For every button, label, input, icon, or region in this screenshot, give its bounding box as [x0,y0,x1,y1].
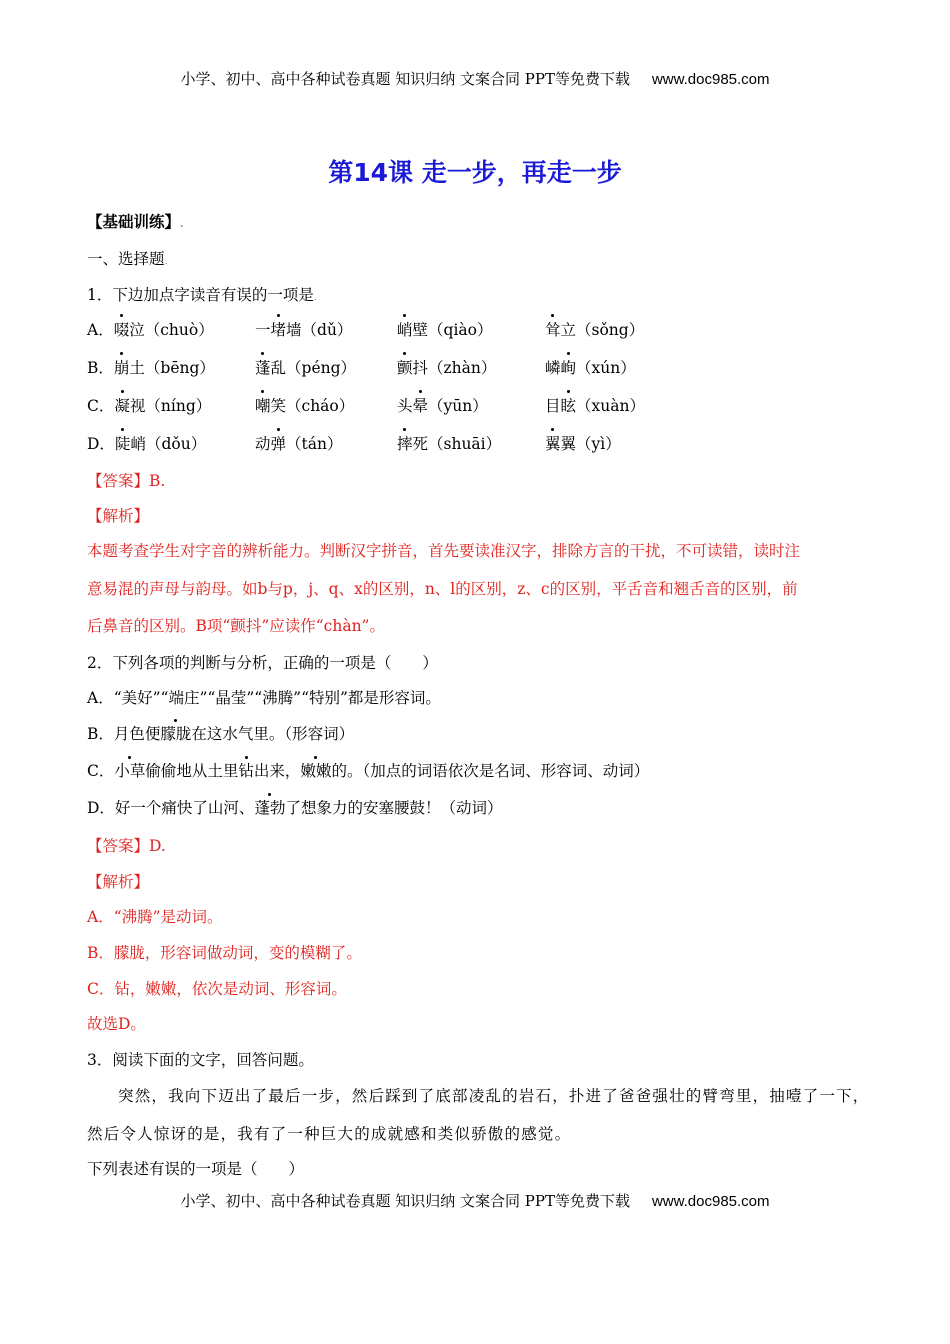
q1-option-item: 蓬乱（péng） [255,356,356,378]
part1-heading: 一、选择题. [87,250,168,268]
q2-analysis-line: A．“沸腾”是动词。 [87,908,223,926]
footer-text: 小学、初中、高中各种试卷真题 知识归纳 文案合同 PPT等免费下载 [180,1192,630,1210]
q1-option-item: 摔死（shuāi） [397,432,501,454]
q1-analysis-line: 意易混的声母与韵母。如b与p，j、q、x的区别，n、l的区别，z、c的区别，平舌音和翘舌音的区别，前 [87,580,798,598]
page-footer [0,1190,950,1211]
q1-option-item: 头晕（yūn） [397,394,488,416]
q2-analysis-label: 【解析】 [87,873,150,891]
header-site[interactable]: www.doc985.com [651,71,770,88]
q3-stem: 3．阅读下面的文字，回答问题。 [87,1051,314,1069]
footer-site[interactable]: www.doc985.com [651,1193,770,1210]
q1-option-item: 一堵墙（dǔ） [255,318,352,340]
q3-question: 下列表述有误的一项是（ ） [87,1160,305,1178]
q1-option-item: D．陡峭（dǒu） [87,432,206,454]
q1-analysis-line: 本题考查学生对字音的辨析能力。判断汉字拼音，首先要读准汉字，排除方言的干扰，不可读错，读时注 [87,542,801,560]
q1-option-item: 耸立（sǒng） [545,318,644,340]
q1-option-item: 嘲笑（cháo） [255,394,354,416]
q1-stem: 1．下边加点字读音有误的一项是. [87,286,318,304]
q1-option-item: 峭壁（qiào） [397,318,492,340]
q1-option-item: 动弹（tán） [255,432,342,454]
page-title: 第14课 走一步，再走一步 [328,158,622,187]
q3-passage-line: 突然，我向下迈出了最后一步，然后踩到了底部凌乱的岩石，扑进了爸爸强壮的臂弯里，抽噎了一下， [118,1087,870,1105]
q2-option-d: D．好一个痛快了山河、蓬勃了想象力的安塞腰鼓！（动词） [87,799,503,817]
q2-option-c: C．小草偷偷地从土里钻出来，嫩嫩的。（加点的词语依次是名词、形容词、动词） [87,762,650,780]
q1-option-item: 嶙峋（xún） [545,356,636,378]
q2-option-a: A．“美好”“端庄”“晶莹”“沸腾”“特别”都是形容词。 [87,689,441,707]
q3-passage-line: 然后令人惊讶的是，我有了一种巨大的成就感和类似骄傲的感觉。 [87,1125,572,1143]
q1-analysis-line: 后鼻音的区别。B项“颤抖”应读作“chàn”。 [87,617,385,635]
q1-option-item: C．凝视（níng） [87,394,211,416]
q1-option-item: 颤抖（zhàn） [397,356,496,378]
q1-option-item: A．啜泣（chuò） [87,318,214,340]
header-text: 小学、初中、高中各种试卷真题 知识归纳 文案合同 PPT等免费下载 [180,70,630,88]
q1-answer: 【答案】B. [87,472,166,490]
q2-option-b: B．月色便朦胧在这水气里。（形容词） [87,725,355,743]
q2-analysis-line: 故选D。 [87,1015,146,1033]
q1-option-item: 翼翼（yì） [545,432,621,454]
q2-stem: 2．下列各项的判断与分析，正确的一项是（ ） [87,654,438,672]
q2-analysis-line: B．朦胧，形容词做动词，变的模糊了。 [87,944,362,962]
q1-analysis-label: 【解析】 [87,507,150,525]
q2-analysis-line: C．钻，嫩嫩，依次是动词、形容词。 [87,980,347,998]
q1-option-item: 目眩（xuàn） [545,394,645,416]
q2-answer: 【答案】D. [87,837,166,855]
section-heading: 【基础训练】. [87,212,184,231]
q1-option-item: B．崩土（bēng） [87,356,215,378]
page-header [0,68,950,89]
